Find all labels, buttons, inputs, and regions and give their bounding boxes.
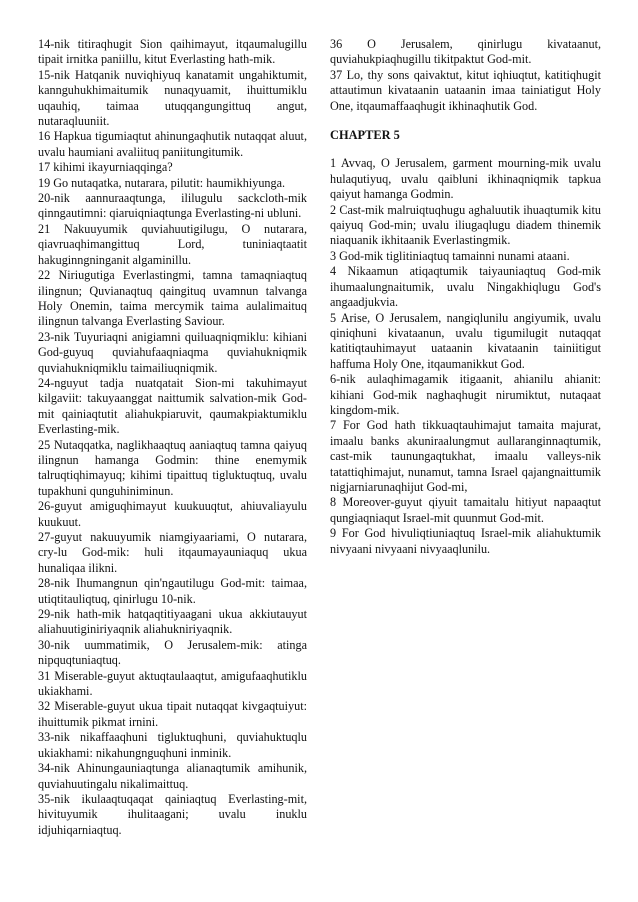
verse-23: 23-nik Tuyuriaqni anigiamni quiluaqniqmiklu: kihiani God-guyuq quviahufaaqniaqma quviahukniqmik quviahukniqmiklu taimailiuqniqmik.: [38, 329, 307, 375]
verse-16: 16 Hapkua tigumiaqtut ahinungaqhutik nutaqqat aluut, uvalu haumiani avaliituq paniitungitumik.: [38, 129, 307, 159]
chapter5-verse-1: 1 Avvaq, O Jerusalem, garment mourning-mik uvalu hulaqutiyuq, uvalu qaibluni ikhinaqniqmik tapkua qaiyut hamanga Godmin.: [330, 156, 601, 202]
chapter5-verse-5: 5 Arise, O Jerusalem, nangiqlunilu angiyumik, uvalu qiniqhuni kivataanun, uvalu tigumilugit nutaqqat katitiqtauhimayut uataanin kivataanin tainiitigut haffuma Holy One, itqaumanikkut God.: [330, 310, 601, 371]
right-column: [330, 37, 601, 557]
chapter5-verse-4: 4 Nikaamun atiqaqtumik taiyauniaqtuq God-mik ihumaalungnaitumik, uvalu Ningakhiqlugu God's angaadjukvia.: [330, 264, 601, 310]
chapter5-verse-9: 9 For God hivuliqtiuniaqtuq Israel-mik aliahuktumik nivyaani nivyaani nivyaaqlunilu.: [330, 526, 601, 556]
verse-15: 15-nik Hatqanik nuviqhiyuq kanatamit ungahiktumit, kannguhukhimaitumik nunaqyuamit, ihuittumiklu uqauhiq, taimaa utuqqangungittuq angut, nutaraqluuniit.: [38, 67, 307, 129]
verse-28: 28-nik Ihumangnun qin'ngautilugu God-mit: taimaa, utiqtitauliqtuq, qinirlugu 10-nik.: [38, 576, 307, 606]
verse-35: 35-nik ikulaaqtuqaqat qainiaqtuq Everlasting-mit, hivituyumik ihulitaagani; uvalu inuklu idjuhiqarniaqtuq.: [38, 791, 307, 837]
verse-29: 29-nik hath-mik hatqaqtitiyaagani ukua akkiutauyut aliahuutiginiriyaqnik aliahukniriyaqnik.: [38, 607, 307, 637]
verse-26: 26-guyut amiguqhimayut kuukuuqtut, ahiuvaliayulu kuukuut.: [38, 499, 307, 529]
verse-24: 24-nguyut tadja nuatqatait Sion-mi takuhimayut kilgaviit: takuyaanggat naittumik salvation-mik God-mit qainiaqtutit aliahukpiaruvit, qaumakpiaktumiklu Everlasting-mik.: [38, 375, 307, 437]
verse-21: 21 Nakuuyumik quviahuutigilugu, O nutarara, qiavruaqhimangittuq Lord, tuniniaqtaatit hakuginngninganit algaminillu.: [38, 221, 307, 267]
verse-31: 31 Miserable-guyut aktuqtaulaaqtut, amigufaaqhutiklu ukiakhami.: [38, 668, 307, 699]
verse-33: 33-nik nikaffaaqhuni tigluktuqhuni, quviahuktuqlu ukiakhami: nikahungnguqhuni inminik.: [38, 730, 307, 760]
verse-30: 30-nik uummatimik, O Jerusalem-mik: atinga nipquqtuniaqtuq.: [38, 637, 307, 668]
chapter5-verse-2: 2 Cast-mik malruiqtuqhugu aghaluutik ihuaqtumik kitu qaiyuq God-min; uvalu iliugaqlugu diadem thinemik niaquanik ikhitaanik Everlastingmik.: [330, 202, 601, 248]
verse-19: 19 Go nutaqatka, nutarara, pilutit: haumikhiyunga.: [38, 175, 286, 190]
left-column: [38, 37, 307, 838]
chapter5-verse-6: 6-nik aulaqhimagamik itigaanit, ahianilu ahianit: kihiani God-mik naghaqhugit nirumiktut, nutaqaat kingdom-mik.: [330, 372, 601, 417]
verse-34: 34-nik Ahinungauniaqtunga alianaqtumik amihunik, quviahuutingalu nikalimaittuq.: [38, 761, 307, 791]
verse-17: 17 kihimi ikayurniaqqinga?: [38, 160, 173, 175]
verse-36: 36 O Jerusalem, qinirlugu kivataanut, quviahukpiaqhugillu tikitpaktut God-mit.: [330, 37, 601, 67]
chapter5-verse-7: 7 For God hath tikkuaqtauhimajut tamaita majurat, imaalu banks akuniraalungmut aullaranginnaqtumik, cast-mik taunungaqtukhat, imaalu valleys-nik tatattiqhimajut, nunamut, tamna Israel qajangnaittumik nigjarniarunaqhijut God-mi,: [330, 418, 601, 494]
verse-20: 20-nik aannuraaqtunga, ililugulu sackcloth-mik qinngautimni: qiaruiqniaqtunga Everlasting-ni ubluni.: [38, 191, 307, 221]
verse-37: 37 Lo, thy sons qaivaktut, kitut iqhiuqtut, katitiqhugit attautimun kivataanin uataanin imaa tainiatigut Holy One, itqaumaffaaqhugit ikhinaqhutik God.: [330, 67, 601, 113]
chapter-heading: CHAPTER 5: [330, 128, 400, 143]
verse-27: 27-guyut nakuuyumik niamgiyaariami, O nutarara, cry-lu God-mik: huli itqaumayauniaquq ukua hunaliqaa ilikni.: [38, 530, 307, 575]
verse-22: 22 Niriugutiga Everlastingmi, tamna tamaqniaqtuq ilingnun; Quvianaqtuq qaingituq uvamnun talvanga Holy Onemin, taima mercymik taima aulalimaituq ilingnun talvanga Everlasting Saviour.: [38, 268, 307, 329]
chapter5-verse-8: 8 Moreover-guyut qiyuit tamaitalu hitiyut napaaqtut qungiaqniaqut Israel-mit quunmut God-mit.: [330, 495, 601, 525]
chapter5-verse-3: 3 God-mik tiglitiniaqtuq tamainni nunami ataani.: [330, 248, 570, 263]
verse-14: 14-nik titiraqhugit Sion qaihimayut, itqaumalugillu tipait irnitka paniillu, kitut Everlasting hath-mik.: [38, 37, 307, 67]
verse-32: 32 Miserable-guyut ukua tipait nutaqqat kivgaqtuiyut: ihuittumik pikmat irnini.: [38, 699, 307, 729]
verse-25: 25 Nutaqqatka, naglikhaaqtuq aaniaqtuq tamna qaiyuq ilingnun hamanga Godmin: thine enemymik talruqtiqhimayuq; kihimi tipaittuq tigluktuqtuq, uvalu tupakhuni qunguhiniminun.: [38, 437, 307, 498]
